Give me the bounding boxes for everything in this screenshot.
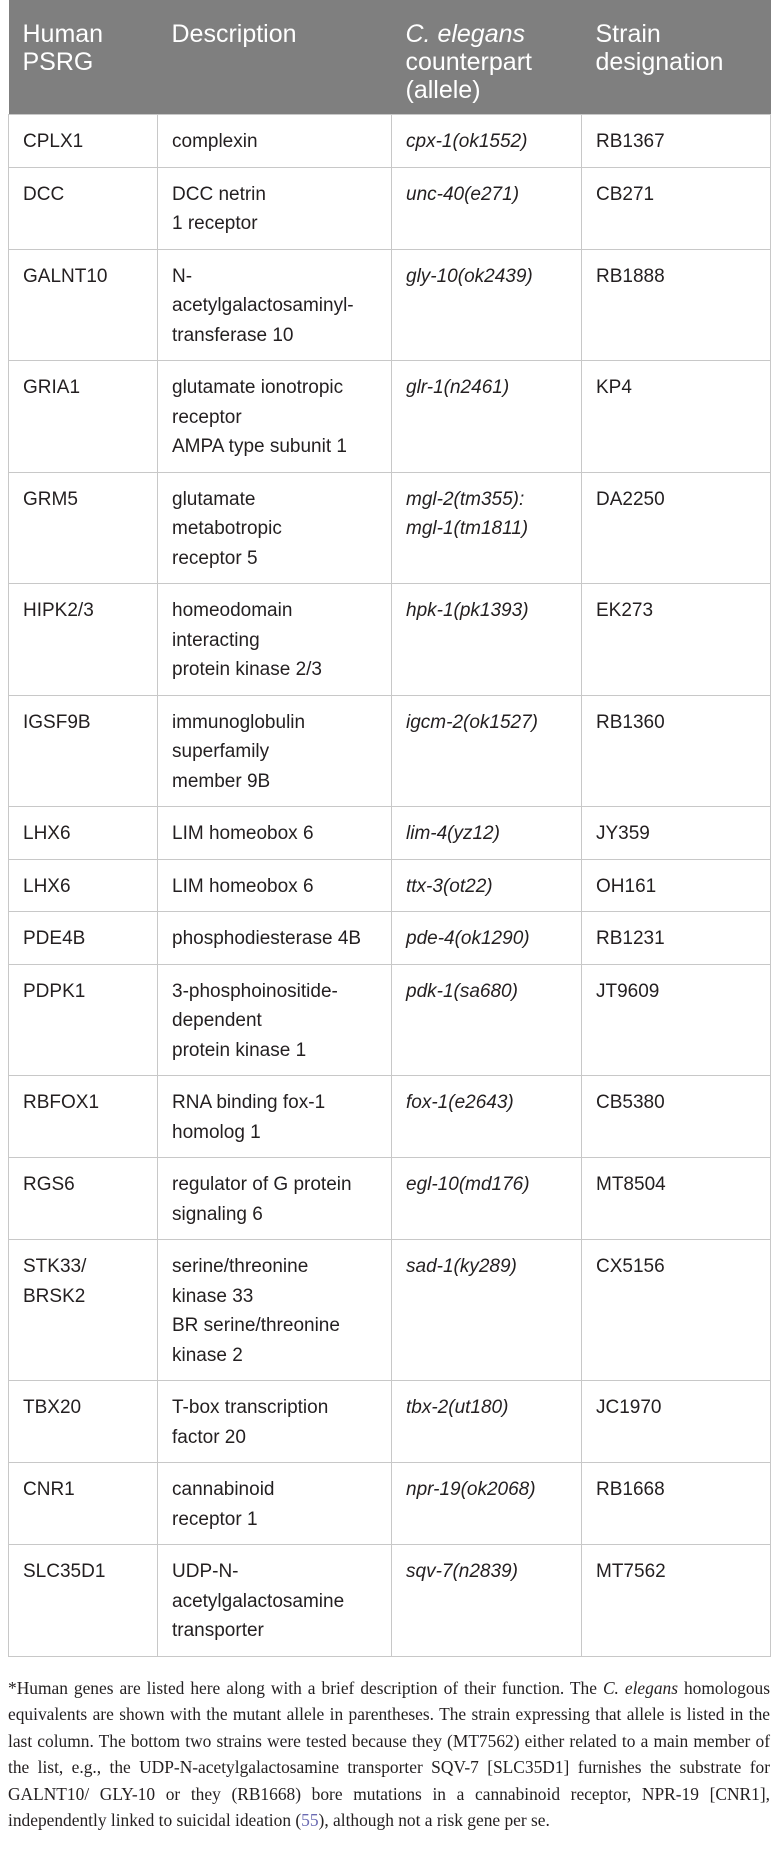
description-text: kinase 33 xyxy=(172,1285,254,1307)
psrg-table xyxy=(8,0,771,1657)
description-cell xyxy=(158,472,392,584)
table-row xyxy=(9,1381,771,1463)
strain-text: CB271 xyxy=(596,183,655,205)
description-text: 1 receptor xyxy=(172,213,258,234)
description-text: serine/threonine xyxy=(172,1256,309,1277)
allele-cell xyxy=(392,1240,582,1381)
description-cell xyxy=(158,1158,392,1240)
allele-text: ttx-3(ot22) xyxy=(406,875,493,897)
strain-text: RB1360 xyxy=(596,711,665,733)
gene-text: BRSK2 xyxy=(23,1285,86,1307)
header-strain: Strain designation xyxy=(582,0,771,115)
gene-text: CNR1 xyxy=(23,1479,75,1500)
gene-cell xyxy=(9,1240,158,1381)
description-text: protein kinase 2/3 xyxy=(172,659,322,680)
allele-cell xyxy=(392,584,582,696)
description-text: dependent xyxy=(172,1010,262,1031)
strain-text: KP4 xyxy=(596,377,632,398)
description-text: protein kinase 1 xyxy=(172,1039,307,1061)
description-text: LIM homeobox 6 xyxy=(172,823,314,844)
description-text: transferase 10 xyxy=(172,324,294,346)
strain-text: DA2250 xyxy=(596,488,665,510)
strain-cell xyxy=(582,695,771,807)
gene-cell xyxy=(9,912,158,965)
allele-cell xyxy=(392,1463,582,1545)
description-cell xyxy=(158,1381,392,1463)
table-row xyxy=(9,584,771,696)
description-text: metabotropic xyxy=(172,518,282,539)
allele-text: tbx-2(ut180) xyxy=(406,1397,509,1418)
strain-text: RB1367 xyxy=(596,131,665,152)
allele-text: glr-1(n2461) xyxy=(406,377,510,398)
table-row xyxy=(9,1158,771,1240)
allele-cell xyxy=(392,964,582,1076)
gene-cell xyxy=(9,115,158,168)
description-text: receptor 1 xyxy=(172,1508,258,1530)
allele-text: mgl-1(tm1811) xyxy=(406,518,529,539)
footnote-text-3: ), although not a risk gene per se. xyxy=(318,1810,550,1831)
allele-cell xyxy=(392,249,582,361)
footnote-text-1: *Human genes are listed here along with a brief description of their function. The xyxy=(8,1678,603,1698)
allele-cell xyxy=(392,1381,582,1463)
strain-text: JY359 xyxy=(596,823,650,844)
description-text: regulator of G protein xyxy=(172,1174,352,1195)
description-cell xyxy=(158,115,392,168)
gene-cell xyxy=(9,361,158,473)
allele-text: sad-1(ky289) xyxy=(406,1256,517,1277)
description-text: DCC netrin xyxy=(172,183,266,205)
strain-cell xyxy=(582,1240,771,1381)
allele-cell xyxy=(392,472,582,584)
strain-text: RB1668 xyxy=(596,1479,665,1500)
strain-text: MT8504 xyxy=(596,1174,666,1195)
allele-text: gly-10(ok2439) xyxy=(406,265,533,287)
description-cell xyxy=(158,361,392,473)
gene-text: PDPK1 xyxy=(23,980,86,1002)
allele-cell xyxy=(392,912,582,965)
gene-text: SLC35D1 xyxy=(23,1561,106,1582)
gene-cell xyxy=(9,584,158,696)
gene-cell xyxy=(9,695,158,807)
strain-cell xyxy=(582,167,771,249)
table-row xyxy=(9,1463,771,1545)
description-text: UDP-N- xyxy=(172,1561,239,1582)
description-text: receptor 5 xyxy=(172,547,258,569)
allele-cell xyxy=(392,167,582,249)
table-row xyxy=(9,695,771,807)
gene-cell xyxy=(9,1381,158,1463)
description-text: phosphodiesterase 4B xyxy=(172,928,362,949)
gene-text: CPLX1 xyxy=(23,131,84,152)
strain-cell xyxy=(582,964,771,1076)
table-row xyxy=(9,912,771,965)
table-header xyxy=(9,0,771,115)
allele-cell xyxy=(392,695,582,807)
table-row xyxy=(9,115,771,168)
strain-text: CB5380 xyxy=(596,1092,665,1113)
description-cell xyxy=(158,964,392,1076)
gene-cell xyxy=(9,249,158,361)
strain-cell xyxy=(582,1545,771,1657)
description-text: glutamate xyxy=(172,488,256,510)
allele-cell xyxy=(392,1158,582,1240)
strain-cell xyxy=(582,912,771,965)
description-cell xyxy=(158,695,392,807)
allele-text: sqv-7(n2839) xyxy=(406,1561,518,1582)
strain-cell xyxy=(582,859,771,912)
description-text: acetylgalactosamine xyxy=(172,1590,345,1612)
strain-cell xyxy=(582,249,771,361)
gene-text: DCC xyxy=(23,183,65,205)
gene-cell xyxy=(9,472,158,584)
description-text: interacting xyxy=(172,629,260,651)
table-body xyxy=(9,115,771,1657)
allele-text: mgl-2(tm355): xyxy=(406,488,525,510)
description-cell xyxy=(158,1545,392,1657)
allele-text: pde-4(ok1290) xyxy=(406,928,530,949)
description-text: homeodomain xyxy=(172,600,293,621)
reference-link[interactable]: 55 xyxy=(301,1810,319,1831)
description-cell xyxy=(158,807,392,860)
allele-cell xyxy=(392,1076,582,1158)
gene-cell xyxy=(9,1545,158,1657)
description-cell xyxy=(158,167,392,249)
strain-text: OH161 xyxy=(596,875,657,897)
description-text: transporter xyxy=(172,1620,264,1641)
allele-cell xyxy=(392,807,582,860)
strain-cell xyxy=(582,807,771,860)
table-row xyxy=(9,1076,771,1158)
description-cell xyxy=(158,584,392,696)
allele-text: lim-4(yz12) xyxy=(406,823,500,844)
description-cell xyxy=(158,1463,392,1545)
header-counterpart: C. elegans counterpart (allele) xyxy=(392,0,582,115)
description-text: receptor xyxy=(172,406,242,428)
allele-cell xyxy=(392,115,582,168)
table-row xyxy=(9,807,771,860)
description-text: member 9B xyxy=(172,770,271,792)
strain-cell xyxy=(582,584,771,696)
gene-text: RGS6 xyxy=(23,1174,75,1195)
table-row xyxy=(9,1240,771,1381)
allele-text: npr-19(ok2068) xyxy=(406,1479,536,1500)
allele-text: pdk-1(sa680) xyxy=(406,980,518,1002)
header-description: Description xyxy=(158,0,392,115)
gene-text: STK33/ xyxy=(23,1256,87,1277)
gene-cell xyxy=(9,964,158,1076)
gene-text: GRM5 xyxy=(23,488,78,510)
table-row xyxy=(9,361,771,473)
allele-text: fox-1(e2643) xyxy=(406,1092,514,1113)
strain-cell xyxy=(582,1381,771,1463)
description-text: 3-phosphoinositide- xyxy=(172,980,338,1002)
allele-cell xyxy=(392,1545,582,1657)
header-row xyxy=(9,0,771,115)
description-cell xyxy=(158,1076,392,1158)
strain-cell xyxy=(582,115,771,168)
gene-text: LHX6 xyxy=(23,823,71,844)
description-text: homolog 1 xyxy=(172,1121,261,1143)
description-cell xyxy=(158,859,392,912)
table-row xyxy=(9,167,771,249)
gene-text: RBFOX1 xyxy=(23,1092,100,1113)
strain-text: JC1970 xyxy=(596,1397,662,1418)
strain-cell xyxy=(582,1463,771,1545)
gene-cell xyxy=(9,1463,158,1545)
allele-cell xyxy=(392,361,582,473)
allele-text: hpk-1(pk1393) xyxy=(406,600,529,621)
gene-text: TBX20 xyxy=(23,1397,82,1418)
allele-text: unc-40(e271) xyxy=(406,183,520,205)
description-text: AMPA type subunit 1 xyxy=(172,436,347,457)
table-footnote xyxy=(8,1675,770,1833)
allele-cell xyxy=(392,859,582,912)
allele-text: igcm-2(ok1527) xyxy=(406,711,538,733)
table-container xyxy=(8,0,770,1657)
description-text: T-box transcription xyxy=(172,1397,329,1418)
strain-cell xyxy=(582,1158,771,1240)
gene-text: PDE4B xyxy=(23,928,86,949)
table-row xyxy=(9,249,771,361)
strain-text: RB1231 xyxy=(596,928,665,949)
strain-cell xyxy=(582,472,771,584)
gene-text: LHX6 xyxy=(23,875,71,897)
description-text: RNA binding fox-1 xyxy=(172,1092,326,1113)
description-cell xyxy=(158,1240,392,1381)
table-row xyxy=(9,964,771,1076)
description-text: kinase 2 xyxy=(172,1344,243,1366)
description-text: cannabinoid xyxy=(172,1479,275,1500)
footnote-italic-species: C. elegans xyxy=(602,1678,678,1698)
strain-cell xyxy=(582,1076,771,1158)
strain-text: JT9609 xyxy=(596,980,660,1002)
gene-text: GALNT10 xyxy=(23,265,108,287)
allele-text: egl-10(md176) xyxy=(406,1174,530,1195)
description-text: glutamate ionotropic xyxy=(172,377,344,398)
description-text: immunoglobulin xyxy=(172,711,306,733)
table-row xyxy=(9,1545,771,1657)
description-text: signaling 6 xyxy=(172,1203,263,1225)
description-cell xyxy=(158,249,392,361)
description-text: LIM homeobox 6 xyxy=(172,875,314,897)
gene-text: IGSF9B xyxy=(23,711,91,733)
strain-text: EK273 xyxy=(596,600,654,621)
description-text: complexin xyxy=(172,131,258,152)
header-human-psrg: Human PSRG xyxy=(9,0,158,115)
description-text: factor 20 xyxy=(172,1426,246,1448)
footnote-text-2: homologous equivalents are shown with the mutant allele in parentheses. The strain expressing that allele is listed in the last column. The bottom two strains were tested because they (MT7562) either related to a main member of the list, e.g., the UDP-N-acetylgalactosamine transporter SQV-7 [SLC35D1] furnishes the substrate for GALNT10/ GLY-10 or they (RB1668) bore mutations in a cannabinoid receptor, NPR-19 [CNR1], independently linked to suicidal ideation ( xyxy=(8,1678,770,1831)
table-row xyxy=(9,859,771,912)
strain-text: MT7562 xyxy=(596,1561,666,1582)
allele-text: cpx-1(ok1552) xyxy=(406,131,528,152)
description-cell xyxy=(158,912,392,965)
gene-cell xyxy=(9,859,158,912)
description-text: N- xyxy=(172,265,193,287)
description-text: BR serine/threonine xyxy=(172,1315,340,1336)
strain-text: RB1888 xyxy=(596,265,665,287)
description-text: acetylgalactosaminyl- xyxy=(172,295,354,316)
gene-text: HIPK2/3 xyxy=(23,600,94,621)
gene-cell xyxy=(9,1158,158,1240)
strain-text: CX5156 xyxy=(596,1256,665,1277)
gene-cell xyxy=(9,167,158,249)
gene-cell xyxy=(9,1076,158,1158)
gene-cell xyxy=(9,807,158,860)
description-text: superfamily xyxy=(172,741,270,762)
table-row xyxy=(9,472,771,584)
gene-text: GRIA1 xyxy=(23,377,81,398)
strain-cell xyxy=(582,361,771,473)
